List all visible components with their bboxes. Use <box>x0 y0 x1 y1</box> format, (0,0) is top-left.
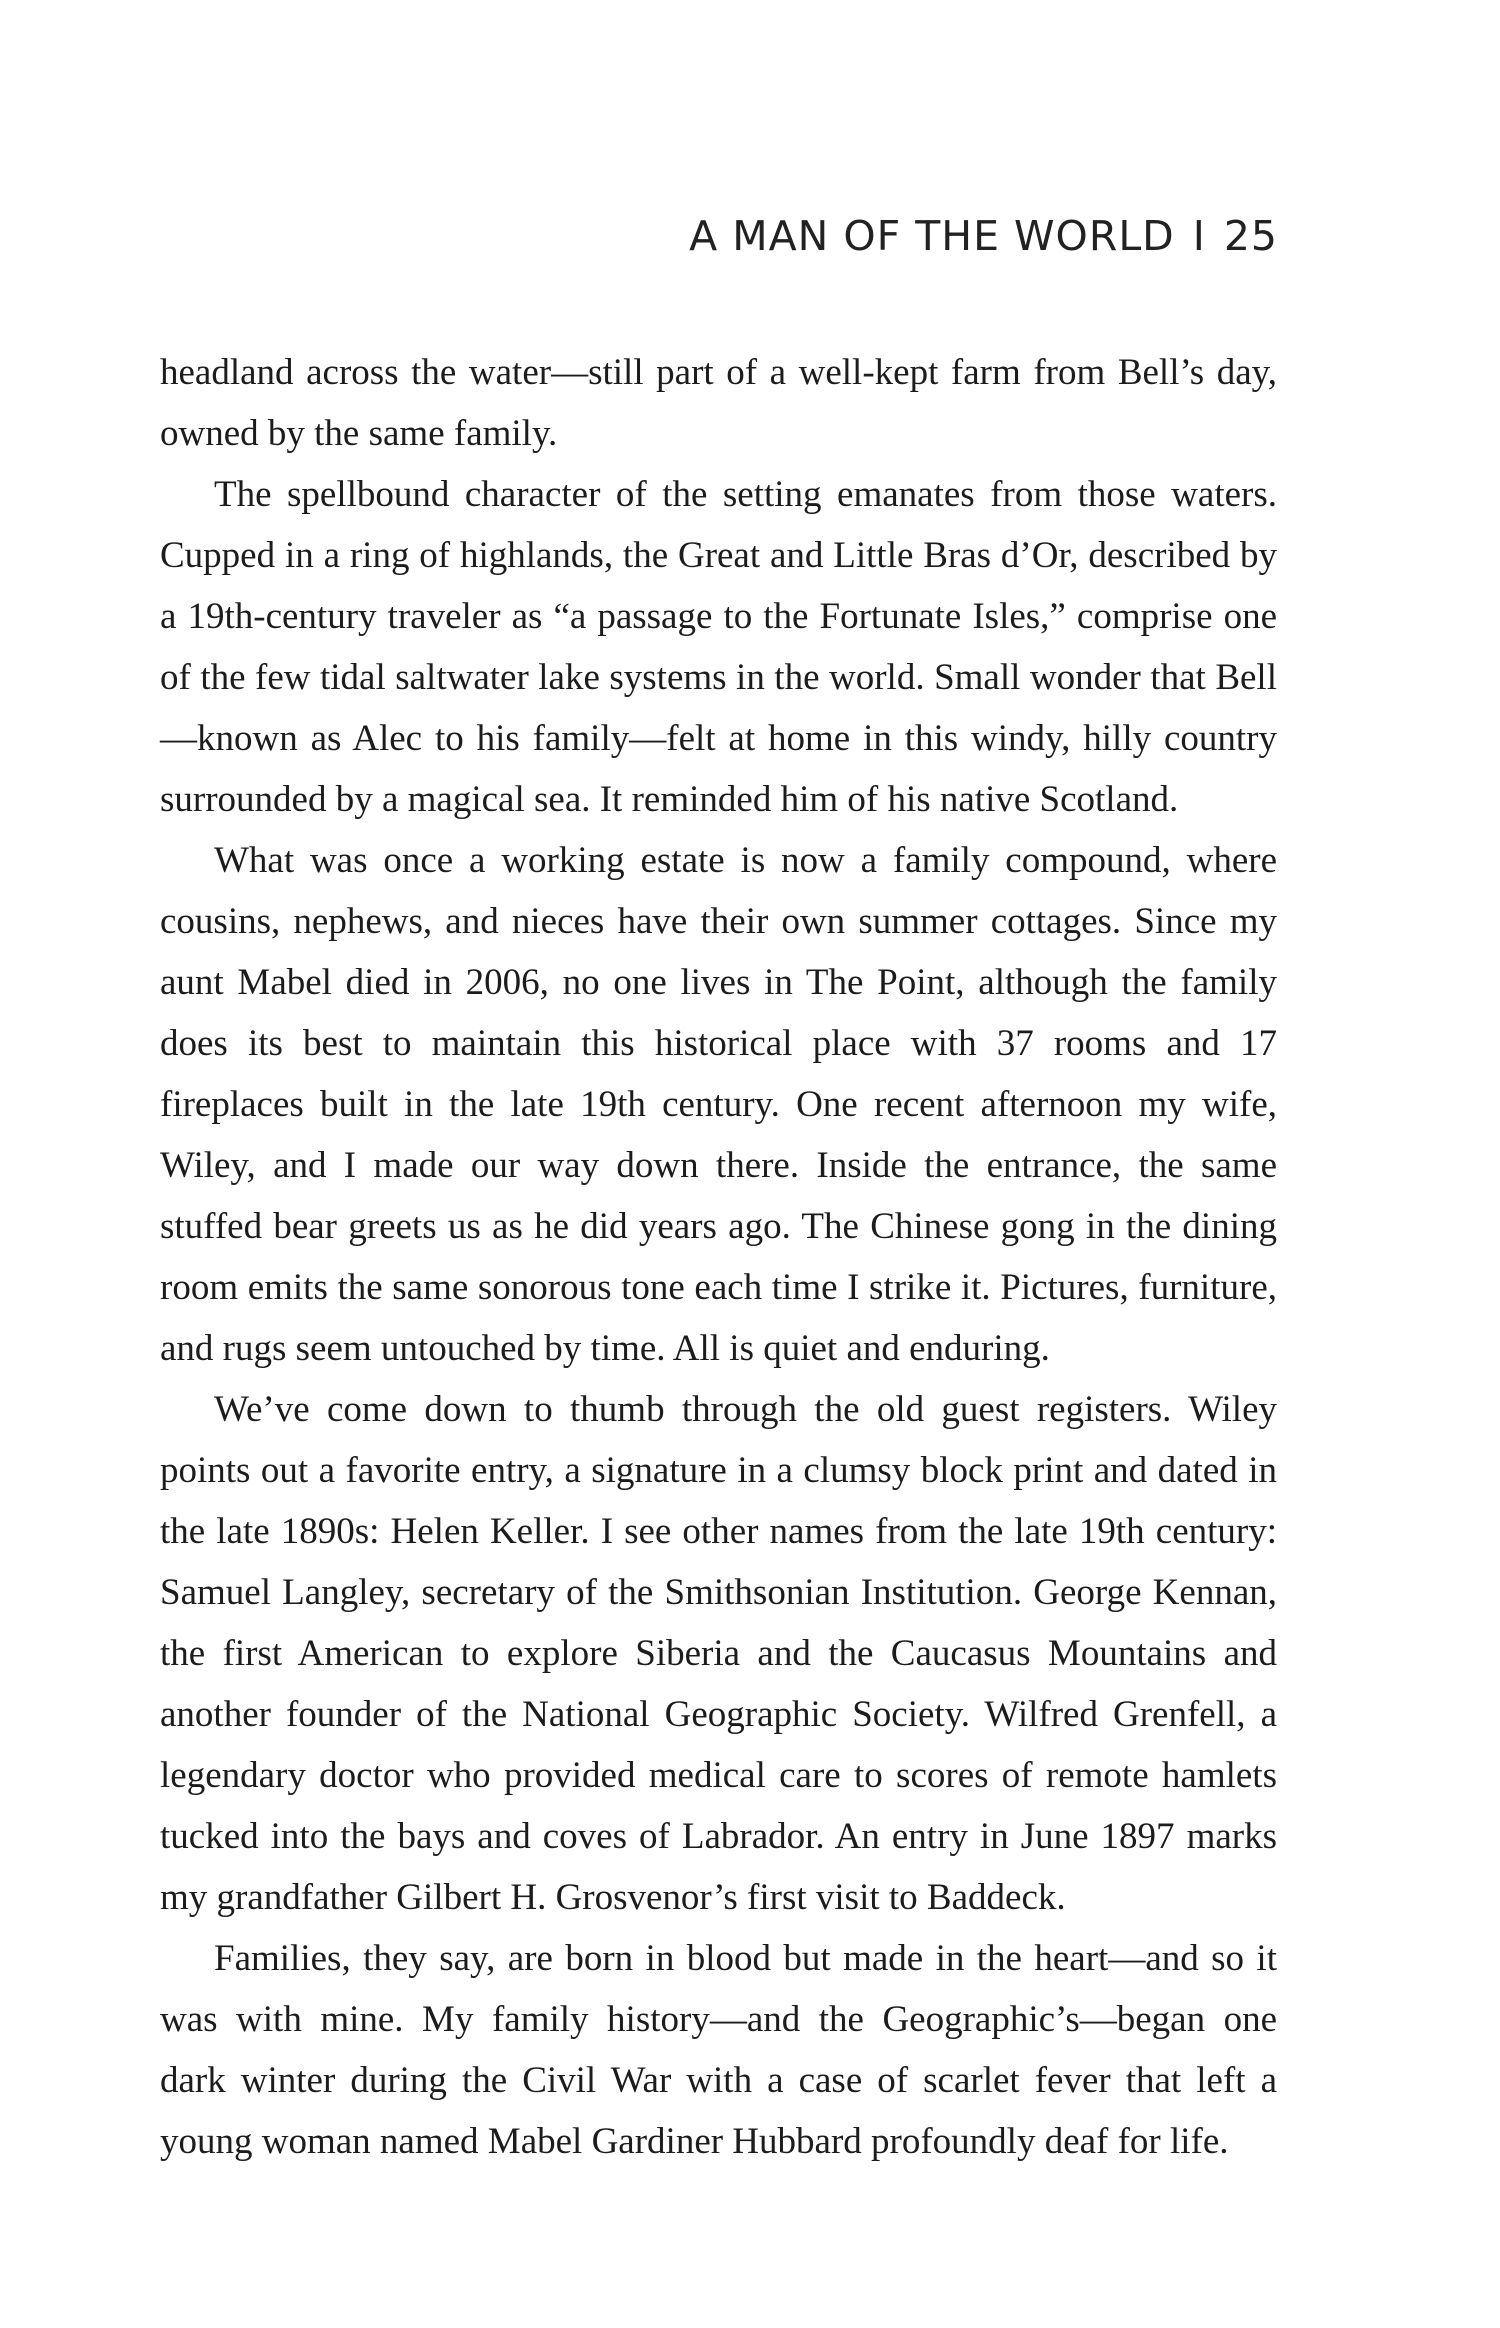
paragraph-continued: headland across the water—still part of a well-kept farm from Bell’s day, owned by the same family. <box>160 352 1277 454</box>
header-separator: I <box>1192 212 1206 260</box>
paragraph-guest-registers: We’ve come down to thumb through the old guest registers. Wiley points out a favorite entry, a signature in a clumsy block print and dated in the late 1890s: Helen Keller. I see other names from the late 19th century: Samuel Langley, secretary of the Smithsonian Institution. George Kennan, the first American to explore Siberia and the Caucasus Mountains and another founder of the National Geographic Society. Wilfred Grenfell, a legendary doctor who provided medical care to scores of remote hamlets tucked into the bays and coves of Labrador. An entry in June 1897 marks my grandfather Gilbert H. Grosvenor’s first visit to Baddeck. <box>160 1389 1277 1918</box>
chapter-title: A MAN OF THE WORLD <box>689 212 1175 260</box>
paragraph-setting: The spellbound character of the setting emanates from those waters. Cupped in a ring of highlands, the Great and Little Bras d’Or, described by a 19th-century traveler as “a passage to the Fortunate Isles,” comprise one of the few tidal saltwater lake systems in the world. Small wonder that Bell—known as Alec to his family—felt at home in this windy, hilly country surrounded by a magical sea. It reminded him of his native Scotland. <box>160 474 1277 820</box>
paragraph-families: Families, they say, are born in blood but made in the heart—and so it was with mine. My family history—and the Geographic’s—began one dark winter during the Civil War with a case of scarlet fever that left a young woman named Mabel Gardiner Hubbard profoundly deaf for life. <box>160 1938 1277 2162</box>
page-number: 25 <box>1223 212 1278 260</box>
body-text <box>160 342 1277 2172</box>
running-head <box>689 212 1278 260</box>
paragraph-estate: What was once a working estate is now a family compound, where cousins, nephews, and nieces have their own summer cottages. Since my aunt Mabel died in 2006, no one lives in The Point, although the family does its best to maintain this historical place with 37 rooms and 17 fireplaces built in the late 19th century. One recent afternoon my wife, Wiley, and I made our way down there. Inside the entrance, the same stuffed bear greets us as he did years ago. The Chinese gong in the dining room emits the same sonorous tone each time I strike it. Pictures, furniture, and rugs seem untouched by time. All is quiet and enduring. <box>160 840 1277 1369</box>
